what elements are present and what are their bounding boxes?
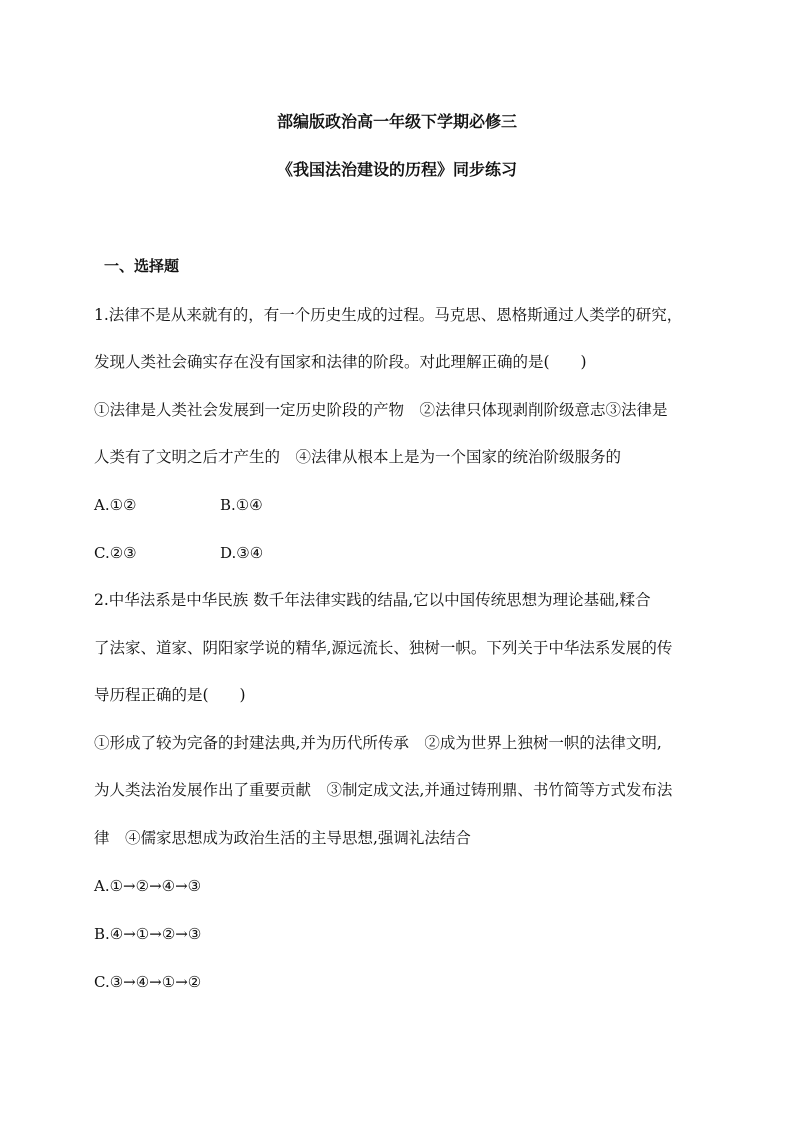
- question-1-line-1: 1.法律不是从来就有的，有一个历史生成的过程。马克思、恩格斯通过人类学的研究，: [94, 306, 683, 324]
- question-2-line-6: 律 ④儒家思想成为政治生活的主导思想,强调礼法结合: [94, 829, 471, 847]
- question-2-line-1: 2.中华法系是中华民族 数千年法律实践的结晶,它以中国传统思想为理论基础,糅合: [94, 591, 651, 609]
- question-1-option-b: B.①④: [220, 496, 263, 514]
- question-1-option-d: D.③④: [220, 544, 264, 562]
- question-2-line-2: 了法家、道家、阴阳家学说的精华,源远流长、独树一帜。下列关于中华法系发展的传: [94, 639, 673, 657]
- question-2-option-a: A.①→②→④→③: [94, 877, 202, 895]
- document-subtitle: 《我国法治建设的历程》同步练习: [276, 160, 517, 179]
- question-2-line-3: 导历程正确的是( ): [94, 686, 246, 704]
- question-1-option-a: A.①②: [94, 496, 137, 514]
- question-1-option-c: C.②③: [94, 544, 137, 562]
- section-heading: 一、选择题: [104, 257, 180, 275]
- question-1-line-3: ①法律是人类社会发展到一定历史阶段的产物 ②法律只体现剥削阶级意志③法律是: [94, 401, 668, 419]
- question-1-line-4: 人类有了文明之后才产生的 ④法律从根本上是为一个国家的统治阶级服务的: [94, 448, 622, 466]
- question-2-line-5: 为人类法治发展作出了重要贡献 ③制定成文法,并通过铸刑鼎、书竹简等方式发布法: [94, 781, 673, 799]
- document-title: 部编版政治高一年级下学期必修三: [276, 112, 517, 131]
- question-2-option-c: C.③→④→①→②: [94, 973, 202, 991]
- question-2-line-4: ①形成了较为完备的封建法典,并为历代所传承 ②成为世界上独树一帜的法律文明,: [94, 734, 662, 752]
- question-2-option-b: B.④→①→②→③: [94, 925, 202, 943]
- question-1-line-2: 发现人类社会确实存在没有国家和法律的阶段。对此理解正确的是( ): [94, 353, 587, 371]
